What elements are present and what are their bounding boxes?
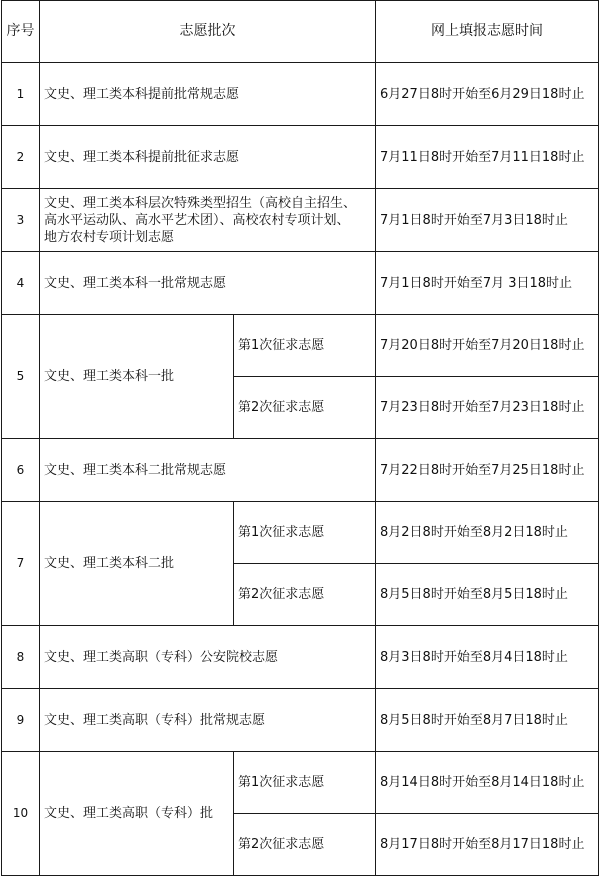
header-time: 网上填报志愿时间 bbox=[376, 1, 599, 63]
fill-time: 8月2日8时开始至8月2日18时止 bbox=[376, 502, 599, 564]
table-row bbox=[2, 252, 599, 315]
header-no: 序号 bbox=[2, 1, 40, 63]
fill-time: 8月5日8时开始至8月5日18时止 bbox=[376, 564, 599, 626]
batch-name: 文史、理工类本科提前批征求志愿 bbox=[40, 126, 376, 189]
row-number: 4 bbox=[2, 252, 40, 315]
table-row bbox=[2, 626, 599, 689]
table-row bbox=[2, 189, 599, 252]
fill-time: 7月20日8时开始至7月20日18时止 bbox=[376, 315, 599, 377]
sub-round: 第2次征求志愿 bbox=[234, 377, 376, 439]
batch-name: 文史、理工类本科二批 bbox=[40, 502, 234, 626]
fill-time: 8月3日8时开始至8月4日18时止 bbox=[376, 626, 599, 689]
fill-time: 7月1日8时开始至7月3日18时止 bbox=[376, 189, 599, 252]
fill-time: 7月23日8时开始至7月23日18时止 bbox=[376, 377, 599, 439]
sub-round: 第1次征求志愿 bbox=[234, 752, 376, 814]
table-row bbox=[2, 689, 599, 752]
batch-name: 文史、理工类本科一批常规志愿 bbox=[40, 252, 376, 315]
header-batch: 志愿批次 bbox=[40, 1, 376, 63]
row-number: 9 bbox=[2, 689, 40, 752]
fill-time: 8月14日8时开始至8月14日18时止 bbox=[376, 752, 599, 814]
admission-schedule-table bbox=[1, 0, 599, 876]
batch-name: 文史、理工类高职（专科）批 bbox=[40, 752, 234, 876]
row-number: 2 bbox=[2, 126, 40, 189]
table-header-row bbox=[2, 1, 599, 63]
table-row bbox=[2, 63, 599, 126]
batch-name bbox=[40, 189, 376, 252]
sub-round: 第2次征求志愿 bbox=[234, 564, 376, 626]
table-row bbox=[2, 752, 599, 814]
row-number: 1 bbox=[2, 63, 40, 126]
fill-time: 7月1日8时开始至7月 3日18时止 bbox=[376, 252, 599, 315]
batch-name: 文史、理工类高职（专科）批常规志愿 bbox=[40, 689, 376, 752]
batch-name: 文史、理工类高职（专科）公安院校志愿 bbox=[40, 626, 376, 689]
table-row bbox=[2, 439, 599, 502]
batch-name: 文史、理工类本科一批 bbox=[40, 315, 234, 439]
batch-name-line-2: 高水平运动队、高水平艺术团）、高校农村专项计划、 bbox=[44, 212, 350, 228]
row-number: 5 bbox=[2, 315, 40, 439]
table-row bbox=[2, 315, 599, 377]
batch-name: 文史、理工类本科提前批常规志愿 bbox=[40, 63, 376, 126]
fill-time: 7月22日8时开始至7月25日18时止 bbox=[376, 439, 599, 502]
table-row bbox=[2, 126, 599, 189]
row-number: 8 bbox=[2, 626, 40, 689]
fill-time: 6月27日8时开始至6月29日18时止 bbox=[376, 63, 599, 126]
fill-time: 7月11日8时开始至7月11日18时止 bbox=[376, 126, 599, 189]
sub-round: 第1次征求志愿 bbox=[234, 315, 376, 377]
batch-name: 文史、理工类本科二批常规志愿 bbox=[40, 439, 376, 502]
sub-round: 第1次征求志愿 bbox=[234, 502, 376, 564]
row-number: 3 bbox=[2, 189, 40, 252]
row-number: 6 bbox=[2, 439, 40, 502]
batch-name-line-3: 地方农村专项计划志愿 bbox=[44, 229, 175, 245]
fill-time: 8月17日8时开始至8月17日18时止 bbox=[376, 814, 599, 876]
batch-name-line-1: 文史、理工类本科层次特殊类型招生（高校自主招生、 bbox=[44, 195, 357, 211]
row-number: 7 bbox=[2, 502, 40, 626]
sub-round: 第2次征求志愿 bbox=[234, 814, 376, 876]
row-number: 10 bbox=[2, 752, 40, 876]
fill-time: 8月5日8时开始至8月7日18时止 bbox=[376, 689, 599, 752]
table-row bbox=[2, 502, 599, 564]
